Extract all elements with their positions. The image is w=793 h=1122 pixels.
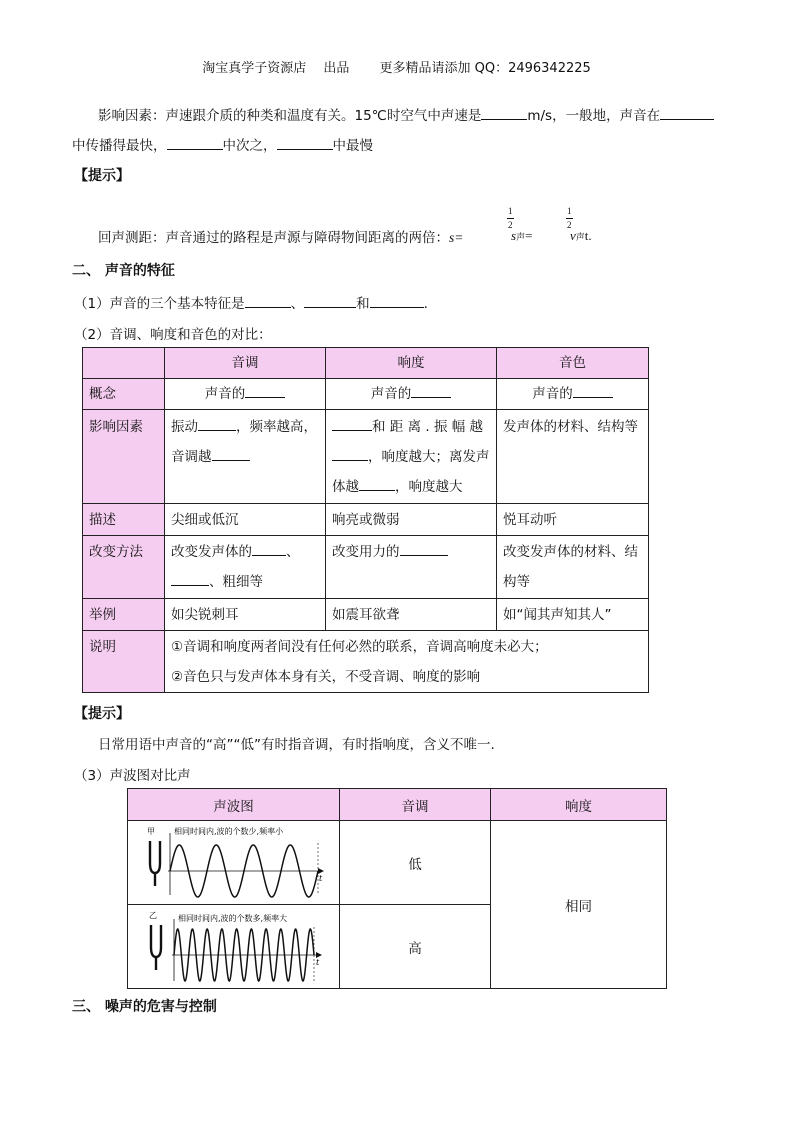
row-factor <box>83 410 649 504</box>
note-cell: ①音调和响度两者间没有任何必然的联系，音调高响度未必大； ②音色只与发声体本身有关，不受音调、响度的影响 <box>165 631 649 693</box>
item-3: （3）声波图对比声 <box>74 768 191 784</box>
wave-cell <box>128 905 340 989</box>
text: 影响因素：声速跟介质的种类和温度有关。15℃时空气中声速是 <box>98 108 482 124</box>
frac-num-2: 1 <box>567 206 572 216</box>
hint-2-text: 日常用语中声音的“高”“低”有时指音调，有时指响度，含义不唯一. <box>98 737 495 753</box>
high-frequency-wave-diagram <box>128 905 339 988</box>
header-wave: 声波图 <box>128 789 340 821</box>
row-concept <box>83 379 649 410</box>
cell: 悦耳动听 <box>497 504 649 536</box>
tuning-fork-icon <box>151 925 161 970</box>
v-term <box>570 228 592 244</box>
cell: 改变发声体的材料、结 构等 <box>497 536 649 599</box>
pitch-low: 低 <box>340 821 491 905</box>
blank <box>481 105 527 120</box>
header-loudness: 响度 <box>491 789 667 821</box>
text: m/s，一般地，声音在 <box>527 108 661 124</box>
text: 、 <box>290 296 305 312</box>
equals: = <box>525 228 533 243</box>
header-pitch: 音调 <box>340 789 491 821</box>
speed-factor-line2 <box>72 134 373 154</box>
hint-heading-2: 【提示】 <box>74 706 130 722</box>
cell: 和 距 离 . 振 幅 越 ，响度越大；离发声 体越 ，响度越大 <box>326 410 497 504</box>
wave-cell <box>128 821 340 905</box>
row-label: 举例 <box>83 599 165 631</box>
blank <box>370 293 424 308</box>
item-1 <box>74 292 428 312</box>
comparison-table <box>82 347 649 693</box>
cell: 如震耳欲聋 <box>326 599 497 631</box>
s-equals: s= <box>449 230 464 245</box>
cell: 声音的 <box>326 379 497 410</box>
text: 和 <box>356 296 370 312</box>
row-wave-low <box>128 821 667 905</box>
page-header: 淘宝真学子资源店 出品 更多精品请添加 QQ：2496342225 <box>202 61 591 76</box>
corner-cell <box>83 348 165 379</box>
speed-factor-line1 <box>98 104 714 124</box>
s-symbol: s <box>511 228 517 243</box>
v-subscript: 声 <box>575 232 585 242</box>
row-label: 概念 <box>83 379 165 410</box>
wave-tag: 甲 <box>147 827 155 836</box>
frac-den-1: 2 <box>508 220 513 230</box>
blank <box>245 293 291 308</box>
text: 中最慢 <box>332 138 373 154</box>
wave-caption: 相同时间内,波的个数少,频率小 <box>174 827 284 836</box>
cell: 如“闻其声知其人” <box>497 599 649 631</box>
cell: 振动 ，频率越高， 音调越 <box>165 410 326 504</box>
axis-label: t <box>319 874 323 883</box>
row-desc <box>83 504 649 536</box>
header-loudness: 响度 <box>326 348 497 379</box>
hint-heading-1: 【提示】 <box>74 168 130 184</box>
t-end: t. <box>584 228 592 243</box>
loudness-same: 相同 <box>491 821 667 989</box>
s-subscript: 声 <box>516 232 526 242</box>
wave-tag: 乙 <box>149 911 157 920</box>
wave-caption: 相同时间内,波的个数多,频率大 <box>178 914 288 923</box>
row-label: 说明 <box>83 631 165 693</box>
blank <box>167 135 223 150</box>
cell: 如尖锐刺耳 <box>165 599 326 631</box>
s-term <box>511 228 532 244</box>
row-label: 描述 <box>83 504 165 536</box>
text: （1）声音的三个基本特征是 <box>74 296 245 312</box>
pitch-high: 高 <box>340 905 491 989</box>
header-row <box>128 789 667 821</box>
cell: 尖细或低沉 <box>165 504 326 536</box>
sound-wave-table <box>127 788 667 989</box>
cell: 发声体的材料、结构等 <box>497 410 649 504</box>
frac-den-2: 2 <box>567 220 572 230</box>
low-frequency-wave-diagram <box>128 821 339 904</box>
text: . <box>423 296 428 312</box>
row-method <box>83 536 649 599</box>
item-2: （2）音调、响度和音色的对比： <box>74 327 272 343</box>
frac-bar-2 <box>566 218 573 219</box>
text: 回声测距：声音通过的路程是声源与障碍物间距离的两倍： <box>98 230 449 246</box>
header-pitch: 音调 <box>165 348 326 379</box>
cell: 声音的 <box>497 379 649 410</box>
blank <box>304 293 356 308</box>
row-label: 影响因素 <box>83 410 165 504</box>
blank <box>277 135 333 150</box>
axis-label: t <box>316 958 320 967</box>
blank <box>660 105 714 120</box>
cell: 响亮或微弱 <box>326 504 497 536</box>
echo-text <box>98 226 463 246</box>
header-row <box>83 348 649 379</box>
row-note <box>83 631 649 693</box>
text: 中次之， <box>222 138 277 154</box>
tuning-fork-icon <box>150 841 160 886</box>
row-label: 改变方法 <box>83 536 165 599</box>
cell: 声音的 <box>165 379 326 410</box>
cell: 改变发声体的 、 、粗细等 <box>165 536 326 599</box>
frac-bar-1 <box>507 218 514 219</box>
frac-num-1: 1 <box>508 206 513 216</box>
cell: 改变用力的 <box>326 536 497 599</box>
v-symbol: v <box>570 228 576 243</box>
section-2-title: 二、 声音的特征 <box>72 263 175 279</box>
section-3-title: 三、 噪声的危害与控制 <box>72 999 217 1015</box>
header-timbre: 音色 <box>497 348 649 379</box>
text: 中传播得最快， <box>72 138 167 154</box>
row-example <box>83 599 649 631</box>
